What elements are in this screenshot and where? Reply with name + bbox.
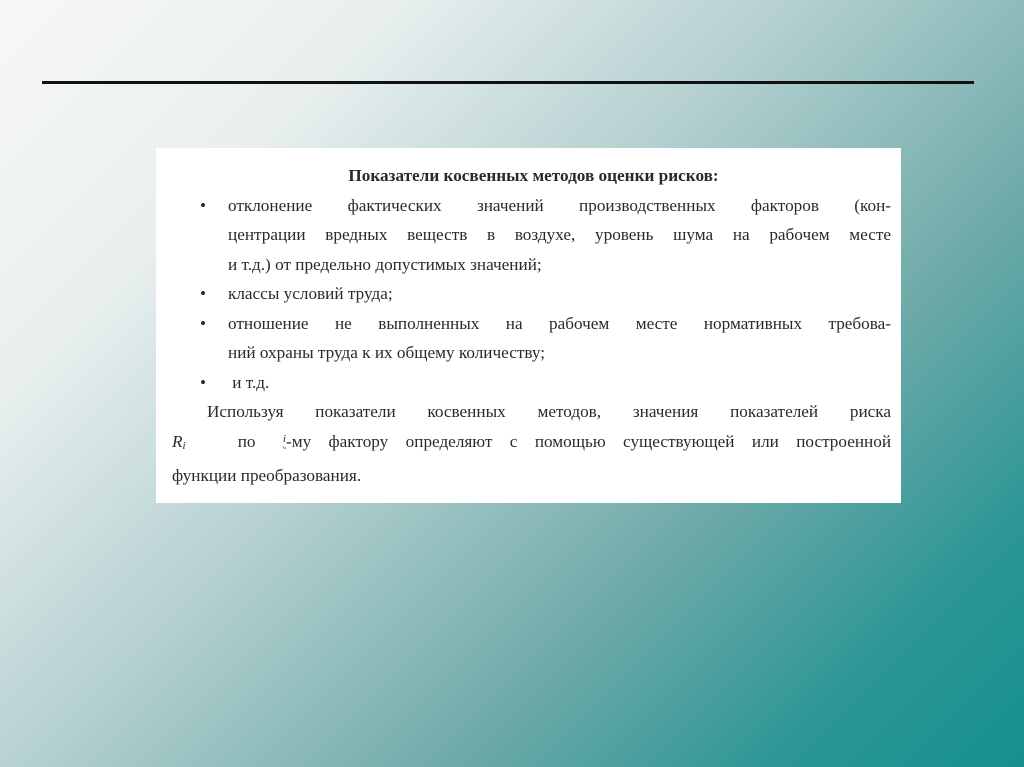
content-heading: Показатели косвенных методов оценки рисков: <box>348 166 719 185</box>
paragraph-word: по <box>237 431 256 451</box>
bullet-icon: • <box>200 284 207 303</box>
content-panel <box>156 148 901 503</box>
list-item-line: классы условий труда; <box>228 284 393 303</box>
list-item-line: центрации вредных веществ в воздухе, уровень шума на рабочем месте <box>228 225 891 244</box>
bullet-icon: • <box>200 372 207 392</box>
list-item <box>172 368 891 398</box>
list-item-line: ний охраны труда к их общему количеству; <box>228 343 546 362</box>
paragraph-line <box>172 427 891 462</box>
bullet-icon: • <box>200 195 207 215</box>
paragraph-line: Используя показатели косвенных методов, значения показателей риска <box>207 402 891 421</box>
list-item-line: отклонение фактических значений производственных факторов (кон- <box>228 195 891 215</box>
title-divider-line <box>42 81 974 84</box>
conclusion-paragraph <box>172 397 891 491</box>
list-item-line: и т.д.) от предельно допустимых значений; <box>228 254 542 274</box>
risk-variable: $R_i$ <box>172 431 186 452</box>
paragraph-text: -му фактору определяют с помощью существующей или построенной <box>285 431 892 451</box>
list-item <box>172 191 891 280</box>
bullet-icon: • <box>200 313 207 333</box>
indicator-list <box>172 191 891 398</box>
paragraph-line: функции преобразования. <box>172 466 362 485</box>
list-item-line: и т.д. <box>228 372 270 392</box>
list-item-line: отношение не выполненных на рабочем месте нормативных требова- <box>228 313 891 333</box>
list-item <box>172 279 891 309</box>
list-item <box>172 309 891 368</box>
factor-index-variable: i <box>282 432 286 445</box>
